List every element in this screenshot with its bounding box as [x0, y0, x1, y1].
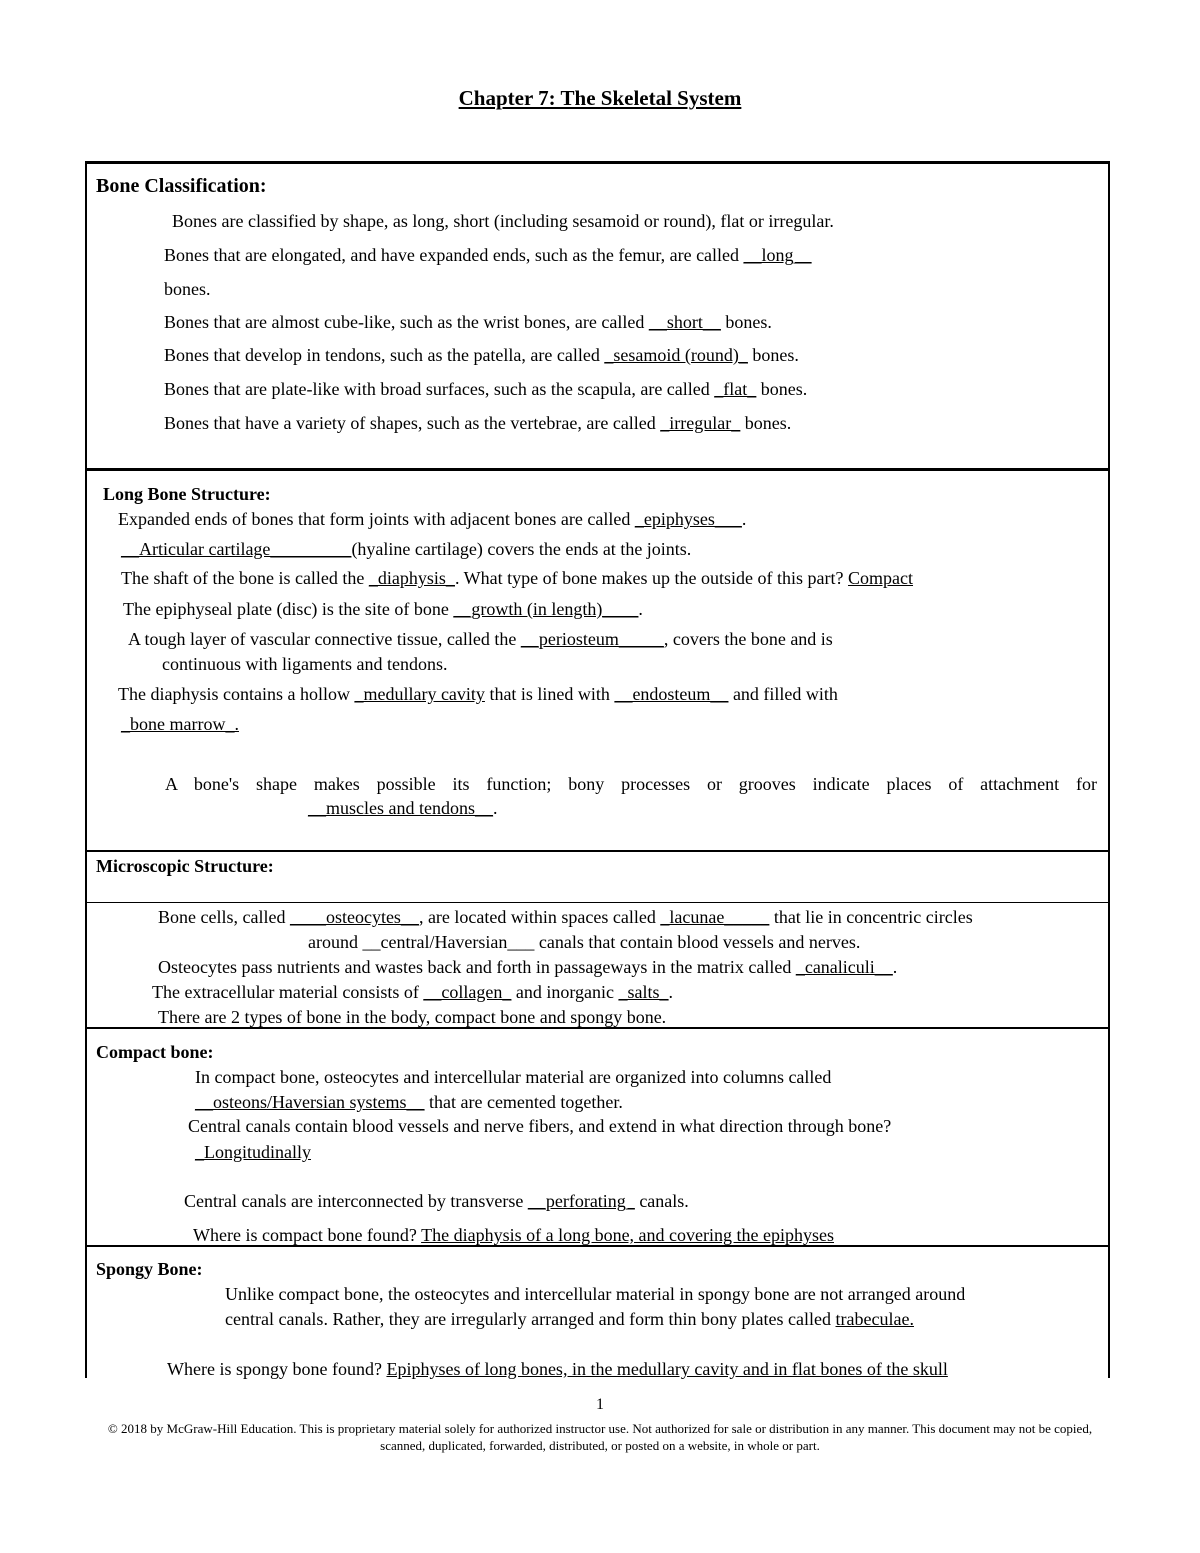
text-line: continuous with ligaments and tendons.: [162, 654, 448, 674]
question-line: Bones that are almost cube-like, such as the wrist bones, are called __short__ bones.: [164, 312, 772, 332]
answer: __perforating_: [527, 1191, 635, 1211]
question-line: Bone cells, called ____osteocytes__, are located within spaces called _lacunae_____ that lie in concentric circles: [158, 907, 973, 927]
question-line: __osteons/Haversian systems__ that are cemented together.: [195, 1092, 623, 1112]
section-heading-compact: Compact bone:: [96, 1042, 214, 1062]
section-heading-microscopic: Microscopic Structure:: [96, 856, 274, 876]
question-line: Central canals are interconnected by transverse __perforating_ canals.: [184, 1191, 689, 1211]
question-line: Where is compact bone found? The diaphysis of a long bone, and covering the epiphyses: [193, 1225, 834, 1245]
question-line: Where is spongy bone found? Epiphyses of long bones, in the medullary cavity and in flat bones of the skull: [167, 1359, 948, 1379]
answer: __growth (in length)____: [453, 599, 639, 619]
answer: _lacunae_____: [660, 907, 770, 927]
answer: Epiphyses of long bones, in the medullary cavity and in flat bones of the skull: [386, 1359, 948, 1379]
answer: __short__: [648, 312, 721, 332]
question-line: A tough layer of vascular connective tissue, called the __periosteum_____, covers the bone and is: [128, 629, 833, 649]
question-line: central canals. Rather, they are irregularly arranged and form thin bony plates called trabeculae.: [225, 1309, 914, 1329]
answer: _sesamoid (round)_: [604, 345, 748, 365]
question-line: The epiphyseal plate (disc) is the site of bone __growth (in length)____.: [123, 599, 643, 619]
answer: _medullary cavity: [354, 684, 485, 704]
answer: _irregular_: [660, 413, 741, 433]
section-divider: [85, 468, 1110, 471]
answer: _canaliculi__: [795, 957, 893, 977]
answer: _salts_: [618, 982, 669, 1002]
question-line: Bones that are plate-like with broad surfaces, such as the scapula, are called _flat_ bones.: [164, 379, 808, 399]
text-line: around __central/Haversian___ canals that contain blood vessels and nerves.: [308, 932, 861, 952]
question-line: The diaphysis contains a hollow _medullary cavity that is lined with __endosteum__ and filled with: [118, 684, 838, 704]
answer: _Longitudinally: [195, 1142, 311, 1162]
question-line: Osteocytes pass nutrients and wastes back and forth in passageways in the matrix called _canaliculi__.: [158, 957, 898, 977]
text-line: Unlike compact bone, the osteocytes and intercellular material in spongy bone are not arranged around: [225, 1284, 966, 1304]
answer: __muscles and tendons__: [308, 798, 493, 818]
answer: __endosteum__: [614, 684, 729, 704]
text-line: There are 2 types of bone in the body, compact bone and spongy bone.: [158, 1007, 667, 1027]
answer: Compact: [848, 568, 914, 588]
answer: _bone marrow_.: [121, 714, 239, 734]
question-line: Bones that are elongated, and have expanded ends, such as the femur, are called __long__: [164, 245, 812, 265]
question-line: __Articular cartilage_________(hyaline cartilage) covers the ends at the joints.: [121, 539, 692, 559]
question-line: __muscles and tendons__.: [308, 798, 498, 818]
question-line: [121, 713, 239, 735]
question-line: Expanded ends of bones that form joints with adjacent bones are called _epiphyses___.: [118, 509, 747, 529]
answer: __periosteum_____: [520, 629, 664, 649]
question-line: Bones that develop in tendons, such as the patella, are called _sesamoid (round)_ bones.: [164, 345, 799, 365]
question-line: The extracellular material consists of __collagen_ and inorganic _salts_.: [152, 982, 674, 1002]
section-heading-bone-classification: Bone Classification:: [96, 175, 267, 197]
text-line: Central canals contain blood vessels and nerve fibers, and extend in what direction through bone?: [188, 1116, 892, 1136]
section-heading-long-bone: Long Bone Structure:: [103, 484, 271, 504]
copyright-footer: © 2018 by McGraw-Hill Education. This is proprietary material solely for authorized instructor use. Not authorized for sale or distribution in any manner. This document may not be copied, scanned, duplicated, forwarded, distributed, or posted on a website, in whole or part.: [107, 1421, 1093, 1453]
section-heading-spongy: Spongy Bone:: [96, 1259, 203, 1279]
answer: The diaphysis of a long bone, and covering the epiphyses: [421, 1225, 834, 1245]
question-line: [195, 1141, 311, 1163]
answer: __collagen_: [423, 982, 512, 1002]
answer: __long__: [743, 245, 812, 265]
answer: ____osteocytes__: [289, 907, 419, 927]
section-divider: [85, 850, 1110, 852]
page-title: Chapter 7: The Skeletal System: [458, 86, 742, 110]
question-line: Bones that have a variety of shapes, such as the vertebrae, are called _irregular_ bones.: [164, 413, 792, 433]
text-line: Bones are classified by shape, as long, short (including sesamoid or round), flat or irregular.: [172, 211, 834, 231]
answer: _flat_: [714, 379, 757, 399]
question-line: The shaft of the bone is called the _diaphysis_. What type of bone makes up the outside of this part? Compact: [121, 568, 914, 588]
text-line: bones.: [164, 279, 211, 299]
answer: __osteons/Haversian systems__: [195, 1092, 425, 1112]
answer: trabeculae.: [835, 1309, 914, 1329]
page-number: 1: [596, 1396, 604, 1413]
section-divider: [85, 902, 1110, 903]
answer: _diaphysis_: [368, 568, 455, 588]
answer: _epiphyses___: [634, 509, 742, 529]
answer: __Articular cartilage_________: [121, 539, 352, 559]
text-line: In compact bone, osteocytes and intercellular material are organized into columns called: [195, 1067, 832, 1087]
text-line: A bone's shape makes possible its function; bony processes or grooves indicate places of attachment for: [165, 774, 1097, 794]
